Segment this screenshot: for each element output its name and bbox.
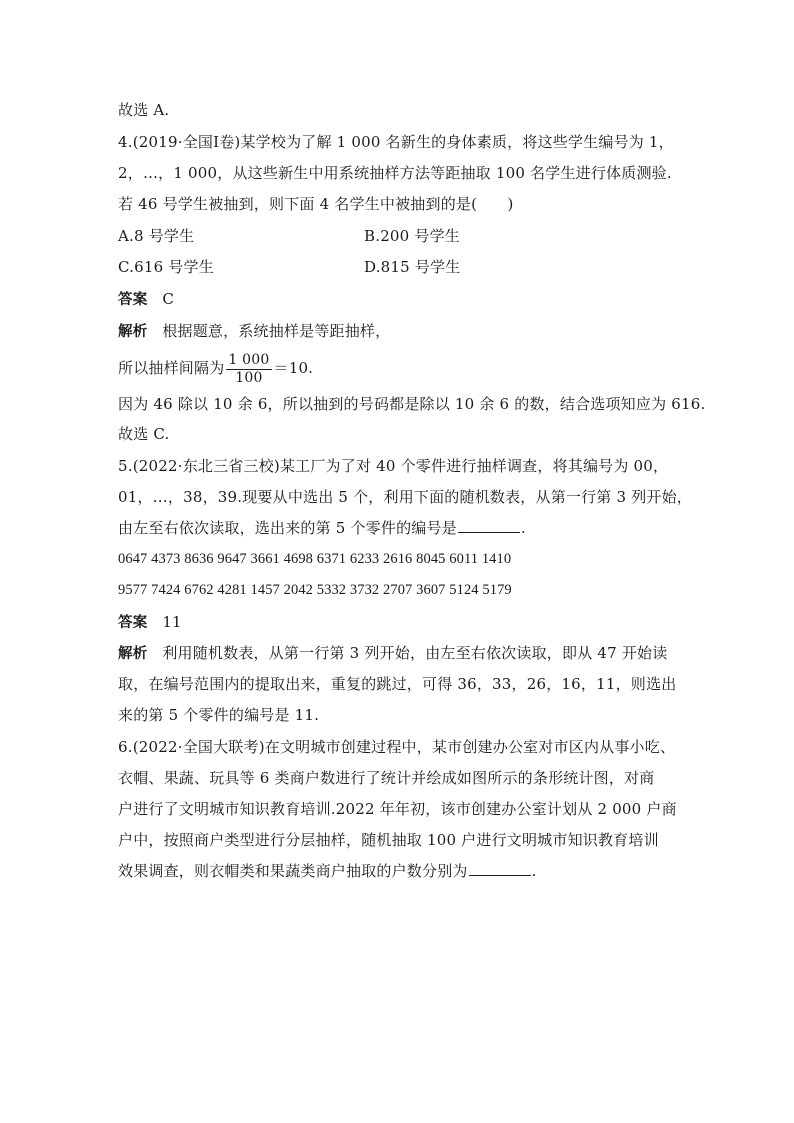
- stem-text: .: [520, 519, 526, 537]
- analysis-label: 解析: [118, 324, 148, 340]
- analysis-text: ＝10.: [273, 359, 314, 377]
- q4-stem-line3: 若 46 号学生被抽到，则下面 4 名学生中被抽到的是( ): [118, 195, 514, 213]
- q4-option-c: C.616 号学生: [118, 258, 214, 276]
- answer-label: 答案: [118, 292, 148, 308]
- q4-stem-line2: 2，…，1 000，从这些新生中用系统抽样方法等距抽取 100 名学生进行体质测验.: [118, 164, 672, 182]
- analysis-label: 解析: [118, 646, 148, 662]
- q5-stem-line1: 5.(2022·东北三省三校)某工厂为了对 40 个零件进行抽样调查，将其编号为 00，: [118, 457, 669, 475]
- random-number-row-1: 0647 4373 8636 9647 3661 4698 6371 6233 2616 8045 6011 1410: [118, 551, 512, 567]
- q5-analysis-line1: [118, 643, 667, 664]
- fraction-denominator: 100: [235, 369, 263, 386]
- q5-analysis-line3: 来的第 5 个零件的编号是 11.: [118, 706, 320, 724]
- q5-analysis-line2: 取，在编号范围内的提取出来，重复的跳过，可得 36，33，26，16，11，则选出: [118, 675, 677, 693]
- random-number-row-2: 9577 7424 6762 4281 1457 2042 5332 3732 2707 3607 5124 5179: [118, 582, 512, 598]
- q5-stem-line3: [118, 518, 526, 538]
- q4-answer: [118, 289, 174, 310]
- q4-analysis-line1: [118, 321, 390, 342]
- q5-stem-line2: 01，…，38，39.现要从中选出 5 个，利用下面的随机数表，从第一行第 3 列开始，: [118, 488, 692, 506]
- answer-blank: [469, 861, 531, 876]
- q5-answer: [118, 612, 182, 633]
- analysis-text: 根据题意，系统抽样是等距抽样，: [162, 322, 391, 340]
- stem-text: 由左至右依次读取，选出来的第 5 个零件的编号是: [118, 519, 457, 537]
- analysis-text: 所以抽样间隔为: [118, 359, 225, 377]
- answer-label: 答案: [118, 615, 148, 631]
- answer-blank: [458, 518, 520, 533]
- q4-option-a: A.8 号学生: [118, 227, 195, 245]
- q6-stem-line3: 户进行了文明城市知识教育培训.2022 年年初，该市创建办公室计划从 2 000 户商: [118, 800, 677, 818]
- fraction-numerator: 1 000: [228, 351, 270, 368]
- q4-option-b: B.200 号学生: [364, 227, 460, 245]
- q6-stem-line4: 户中，按照商户类型进行分层抽样，随机抽取 100 户进行文明城市知识教育培训: [118, 831, 659, 849]
- q6-stem-line1: 6.(2022·全国大联考)在文明城市创建过程中，某市创建办公室对市区内从事小吃、: [118, 738, 676, 756]
- q4-stem-line1: 4.(2019·全国Ⅰ卷)某学校为了解 1 000 名新生的身体素质，将这些学生编号为 1，: [118, 133, 674, 151]
- q4-option-d: D.815 号学生: [364, 258, 461, 276]
- q4-analysis-line3: 因为 46 除以 10 余 6，所以抽到的号码都是除以 10 余 6 的数，结合选项知应为 616.: [118, 395, 706, 413]
- q4-analysis-line2: [118, 348, 313, 388]
- stem-text: 效果调查，则衣帽类和果蔬类商户抽取的户数分别为: [118, 862, 468, 880]
- q4-analysis-line4: 故选 C.: [118, 425, 170, 443]
- fraction: [226, 352, 271, 387]
- answer-value: C: [162, 290, 174, 308]
- q6-stem-line5: [118, 861, 537, 881]
- analysis-text: 利用随机数表，从第一行第 3 列开始，由左至右依次读取，即从 47 开始读: [162, 644, 668, 662]
- prev-answer-conclusion: 故选 A.: [118, 101, 170, 119]
- answer-value: 11: [162, 613, 182, 631]
- q6-stem-line2: 衣帽、果蔬、玩具等 6 类商户数进行了统计并绘成如图所示的条形统计图，对商: [118, 769, 655, 787]
- stem-text: .: [531, 862, 537, 880]
